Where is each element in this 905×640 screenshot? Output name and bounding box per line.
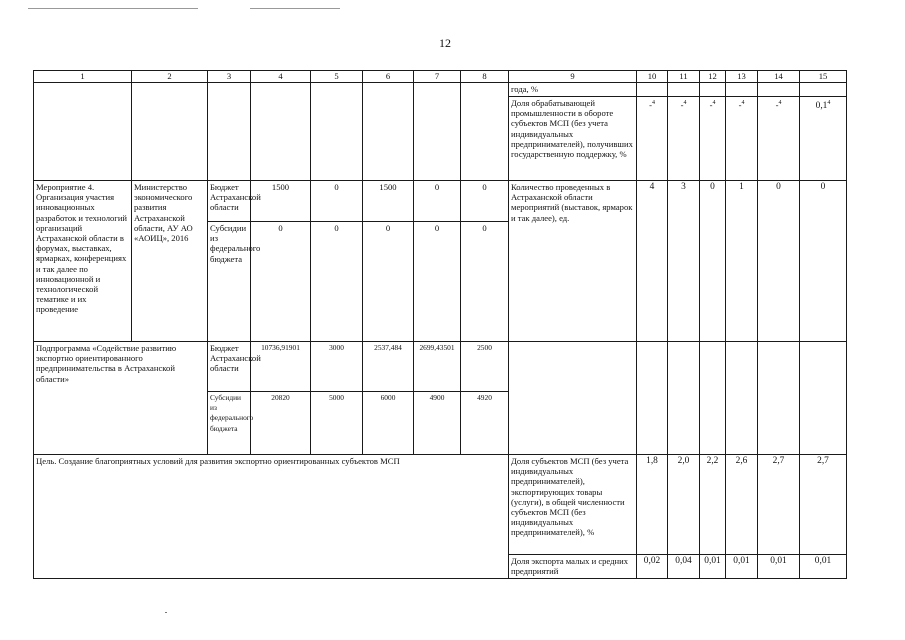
funding-source: Бюджет Астраханской области [208, 342, 251, 392]
column-number: 7 [414, 71, 461, 83]
column-number: 4 [251, 71, 311, 83]
value-cell: 1 [726, 181, 758, 342]
event-executor: Министерство экономического развития Астраханской области, АУ АО «АОИЦ», 2016 [132, 181, 208, 342]
value-cell: 0 [414, 222, 461, 342]
value-cell: 0 [414, 181, 461, 222]
value-cell: 4900 [414, 392, 461, 455]
column-number: 8 [461, 71, 509, 83]
column-number: 13 [726, 71, 758, 83]
funding-source: Субсидии из федерального бюджета [208, 392, 251, 455]
value-cell: 0,1 [815, 100, 828, 111]
column-number: 9 [509, 71, 637, 83]
indicator-text: Доля экспорта малых и средних предприятий [509, 555, 637, 579]
empty-cell [132, 83, 208, 181]
value-cell: - [649, 99, 652, 110]
value-cell: 3000 [311, 342, 363, 392]
value-cell: 0,01 [800, 555, 847, 579]
value-cell: 0 [800, 181, 847, 342]
scan-artifact-dot [165, 612, 167, 613]
value-cell: 3 [668, 181, 700, 342]
subprogram-name: Подпрограмма «Содействие развитию экспортно ориентированного предпринимательства в Астраханской области» [34, 342, 208, 455]
value-cell: 10736,91901 [251, 342, 311, 392]
footnote-mark: 4 [827, 100, 831, 106]
column-number: 3 [208, 71, 251, 83]
value-cell: 0,04 [668, 555, 700, 579]
value-cell: 0 [461, 222, 509, 342]
value-cell: 4 [637, 181, 668, 342]
column-number: 2 [132, 71, 208, 83]
value-cell: 0,01 [700, 555, 726, 579]
value-cell: 0 [311, 181, 363, 222]
column-number: 6 [363, 71, 414, 83]
value-cell: 0 [758, 181, 800, 342]
empty-cell [363, 83, 414, 181]
column-number: 10 [637, 71, 668, 83]
value-cell: 2,7 [800, 455, 847, 555]
column-number-row [34, 71, 847, 83]
value-cell: 0 [251, 222, 311, 342]
value-cell: - [738, 99, 742, 110]
table-row [34, 455, 847, 555]
value-cell: 2,0 [668, 455, 700, 555]
value-cell: 2699,43501 [414, 342, 461, 392]
value-cell: 2,2 [700, 455, 726, 555]
value-cell: 2537,484 [363, 342, 414, 392]
column-number: 11 [668, 71, 700, 83]
indicator-text: года, % [509, 83, 637, 97]
empty-cell [414, 83, 461, 181]
value-cell: 4920 [461, 392, 509, 455]
value-cell: 0,01 [758, 555, 800, 579]
column-number: 15 [800, 71, 847, 83]
column-number: 1 [34, 71, 132, 83]
empty-cell [461, 83, 509, 181]
value-cell: 0 [461, 181, 509, 222]
value-cell: - [775, 99, 779, 110]
value-cell: 0,02 [637, 555, 668, 579]
value-cell: 0 [700, 181, 726, 342]
column-number: 14 [758, 71, 800, 83]
value-cell: 1500 [363, 181, 414, 222]
table-row [34, 342, 847, 392]
value-cell: 6000 [363, 392, 414, 455]
value-cell: 20820 [251, 392, 311, 455]
indicator-text: Количество проведенных в Астраханской области мероприятий (выставок, ярмарок и так далее), ед. [509, 181, 637, 342]
value-cell: 0,01 [726, 555, 758, 579]
scan-artifact-line [250, 8, 340, 9]
program-table [33, 70, 847, 579]
value-cell: - [709, 99, 713, 110]
table-row [34, 83, 847, 97]
value-cell: 5000 [311, 392, 363, 455]
empty-cell [34, 83, 132, 181]
value-cell: - [680, 99, 684, 110]
value-cell: 1500 [251, 181, 311, 222]
value-cell: 1,8 [637, 455, 668, 555]
column-number: 12 [700, 71, 726, 83]
empty-cell [311, 83, 363, 181]
value-cell: 2,6 [726, 455, 758, 555]
value-cell: 0 [363, 222, 414, 342]
value-cell: 0 [311, 222, 363, 342]
scan-artifact-line [28, 8, 198, 9]
empty-cell [208, 83, 251, 181]
footnote-mark: 4 [712, 100, 716, 106]
value-cell: 2500 [461, 342, 509, 392]
footnote-mark: 4 [683, 100, 687, 106]
value-cell: 2,7 [758, 455, 800, 555]
funding-source: Субсидии из федерального бюджета [208, 222, 251, 342]
event-name: Мероприятие 4. Организация участия инновационных разработок и технологий организаций Астраханской области в форумах, выставках, ярмарках, конференциях и так далее по инновационной и технологической тематике и их проведение [34, 181, 132, 342]
page-number: 12 [439, 36, 451, 50]
indicator-text: Доля обрабатывающей промышленности в обороте субъектов МСП (без учета индивидуальных предпринимателей), получивших государственную поддержку, % [509, 97, 637, 181]
indicator-text: Доля субъектов МСП (без учета индивидуальных предпринимателей), экспортирующих товары (услуги), в общей численности субъектов МСП (без индивидуальных предпринимателей), % [509, 455, 637, 555]
footnote-mark: 4 [651, 100, 655, 106]
footnote-mark: 4 [741, 100, 745, 106]
funding-source: Бюджет Астраханской области [208, 181, 251, 222]
footnote-mark: 4 [778, 100, 782, 106]
goal-text: Цель. Создание благоприятных условий для развития экспортно ориентированных субъектов МСП [34, 455, 509, 579]
empty-cell [251, 83, 311, 181]
table-row [34, 181, 847, 222]
column-number: 5 [311, 71, 363, 83]
